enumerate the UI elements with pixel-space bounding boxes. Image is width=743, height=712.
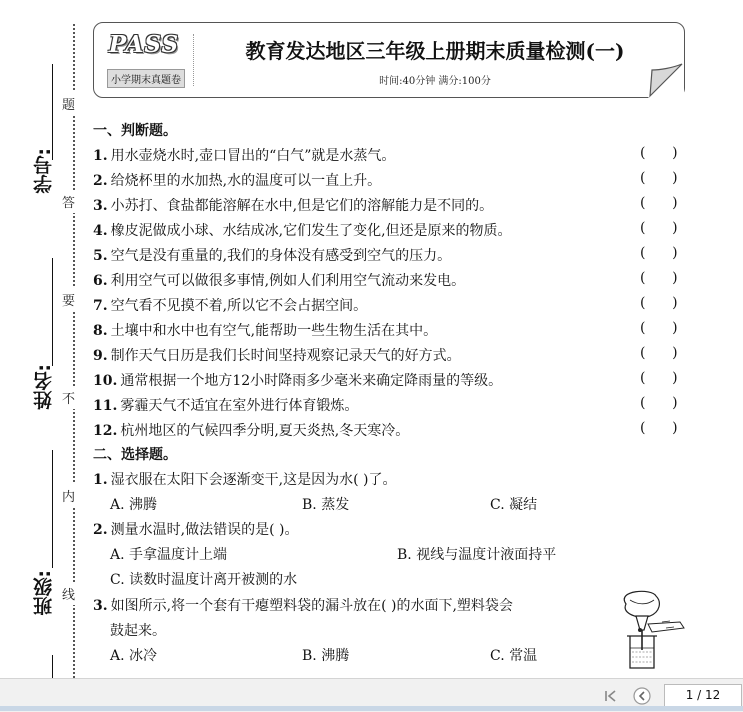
option: A. 沸腾: [110, 497, 158, 513]
option: C. 常温: [490, 648, 538, 664]
answer-blank: ( ): [640, 220, 678, 236]
option: B. 沸腾: [302, 648, 350, 664]
question: [93, 395, 358, 415]
student-id-label: 学号:: [33, 148, 55, 194]
question-number: 4.: [93, 223, 108, 239]
seal-char: 题: [62, 92, 75, 115]
question-text: 雾霾天气不适宜在室外进行体育锻炼。: [120, 398, 359, 414]
seal-char: 答: [62, 190, 75, 213]
question-text: 测量水温时,做法错误的是( )。: [110, 522, 299, 538]
question-text: 空气看不见摸不着,所以它不会占据空间。: [110, 298, 368, 314]
question-text: 给烧杯里的水加热,水的温度可以一直上升。: [110, 173, 382, 189]
question: [93, 420, 409, 440]
question-number: 11.: [93, 398, 118, 414]
question-number: 7.: [93, 298, 108, 314]
taskbar-strip: [0, 706, 743, 711]
answer-blank: ( ): [640, 320, 678, 336]
binding-rule: [52, 655, 53, 678]
option: B. 视线与温度计液面持平: [397, 547, 557, 563]
question-number: 1.: [93, 472, 108, 488]
answer-blank: ( ): [640, 145, 678, 161]
option: C. 凝结: [490, 497, 538, 513]
answer-blank: ( ): [640, 295, 678, 311]
answer-blank: ( ): [640, 420, 678, 436]
section-heading: 二、选择题。: [93, 447, 177, 463]
exam-meta: 时间:40分钟 满分:100分: [379, 76, 491, 87]
seal-char: 要: [62, 288, 75, 311]
question: [93, 469, 396, 489]
option: B. 蒸发: [302, 497, 350, 513]
question: [93, 270, 465, 290]
question-text: 土壤中和水中也有空气,能帮助一些生物生活在其中。: [110, 323, 438, 339]
first-page-icon[interactable]: [600, 686, 620, 706]
question: [93, 370, 502, 390]
question-number: 1.: [93, 148, 108, 164]
option: A. 冰冷: [110, 648, 158, 664]
question-text: 利用空气可以做很多事情,例如人们利用空气流动来发电。: [110, 273, 466, 289]
question: [93, 245, 451, 265]
question-text: 空气是没有重量的,我们的身体没有感受到空气的压力。: [110, 248, 452, 264]
question-number: 6.: [93, 273, 108, 289]
question-number: 2.: [93, 522, 108, 538]
header-divider: [193, 34, 194, 86]
question-text: 通常根据一个地方12小时降雨多少毫米来确定降雨量的等级。: [120, 373, 503, 389]
question-number: 8.: [93, 323, 108, 339]
answer-blank: ( ): [640, 270, 678, 286]
answer-blank: ( ): [640, 370, 678, 386]
seal-line: [73, 24, 75, 678]
question-text: 用水壶烧水时,壶口冒出的“白气”就是水蒸气。: [110, 148, 396, 164]
exam-title: 教育发达地区三年级上册期末质量检测(一): [245, 39, 625, 63]
student-name-label: 姓名:: [33, 364, 55, 410]
question-number: 2.: [93, 173, 108, 189]
answer-blank: ( ): [640, 245, 678, 261]
seal-char: 线: [62, 582, 75, 605]
question-text: 制作天气日历是我们长时间坚持观察记录天气的好方式。: [110, 348, 461, 364]
question-text: 小苏打、食盐都能溶解在水中,但是它们的溶解能力是不同的。: [110, 198, 494, 214]
question-number: 3.: [93, 598, 108, 614]
answer-blank: ( ): [640, 395, 678, 411]
binding-rule: [52, 258, 53, 366]
question-text: 湿衣服在太阳下会逐渐变干,这是因为水( )了。: [110, 472, 397, 488]
question: [93, 519, 298, 539]
question-number: 5.: [93, 248, 108, 264]
binding-rule: [52, 64, 53, 160]
question-number: 9.: [93, 348, 108, 364]
question-number: 3.: [93, 198, 108, 214]
question-text-continued: 鼓起来。: [110, 623, 166, 639]
binding-rule: [52, 450, 53, 568]
question: [93, 220, 512, 240]
question: [93, 320, 437, 340]
seal-char: 内: [62, 484, 75, 507]
answer-blank: ( ): [640, 195, 678, 211]
answer-blank: ( ): [640, 170, 678, 186]
pass-logo: [107, 31, 181, 85]
seal-char: 不: [62, 386, 75, 409]
logo-wordmark: PASS: [108, 31, 180, 58]
option: C. 读数时温度计离开被测的水: [110, 572, 298, 588]
question: [93, 195, 493, 215]
question-number: 10.: [93, 373, 118, 389]
section-heading: 一、判断题。: [93, 123, 177, 139]
question: [93, 145, 395, 165]
page-indicator[interactable]: 1 / 12: [664, 684, 742, 707]
question: [93, 595, 513, 615]
funnel-bag-beaker-illustration: [612, 590, 690, 672]
question: [93, 170, 381, 190]
question: [93, 345, 461, 365]
question-number: 12.: [93, 423, 118, 439]
logo-subtitle: 小学期末真题卷: [107, 69, 185, 88]
class-label: 班级:: [33, 570, 55, 616]
question: [93, 295, 367, 315]
answer-blank: ( ): [640, 345, 678, 361]
question-text: 如图所示,将一个套有干瘪塑料袋的漏斗放在( )的水面下,塑料袋会: [110, 598, 513, 614]
question-text: 橡皮泥做成小球、水结成冰,它们发生了变化,但还是原来的物质。: [110, 223, 512, 239]
option: A. 手拿温度计上端: [110, 547, 228, 563]
question-text: 杭州地区的气候四季分明,夏天炎热,冬天寒冷。: [120, 423, 410, 439]
previous-page-icon[interactable]: [632, 686, 652, 706]
